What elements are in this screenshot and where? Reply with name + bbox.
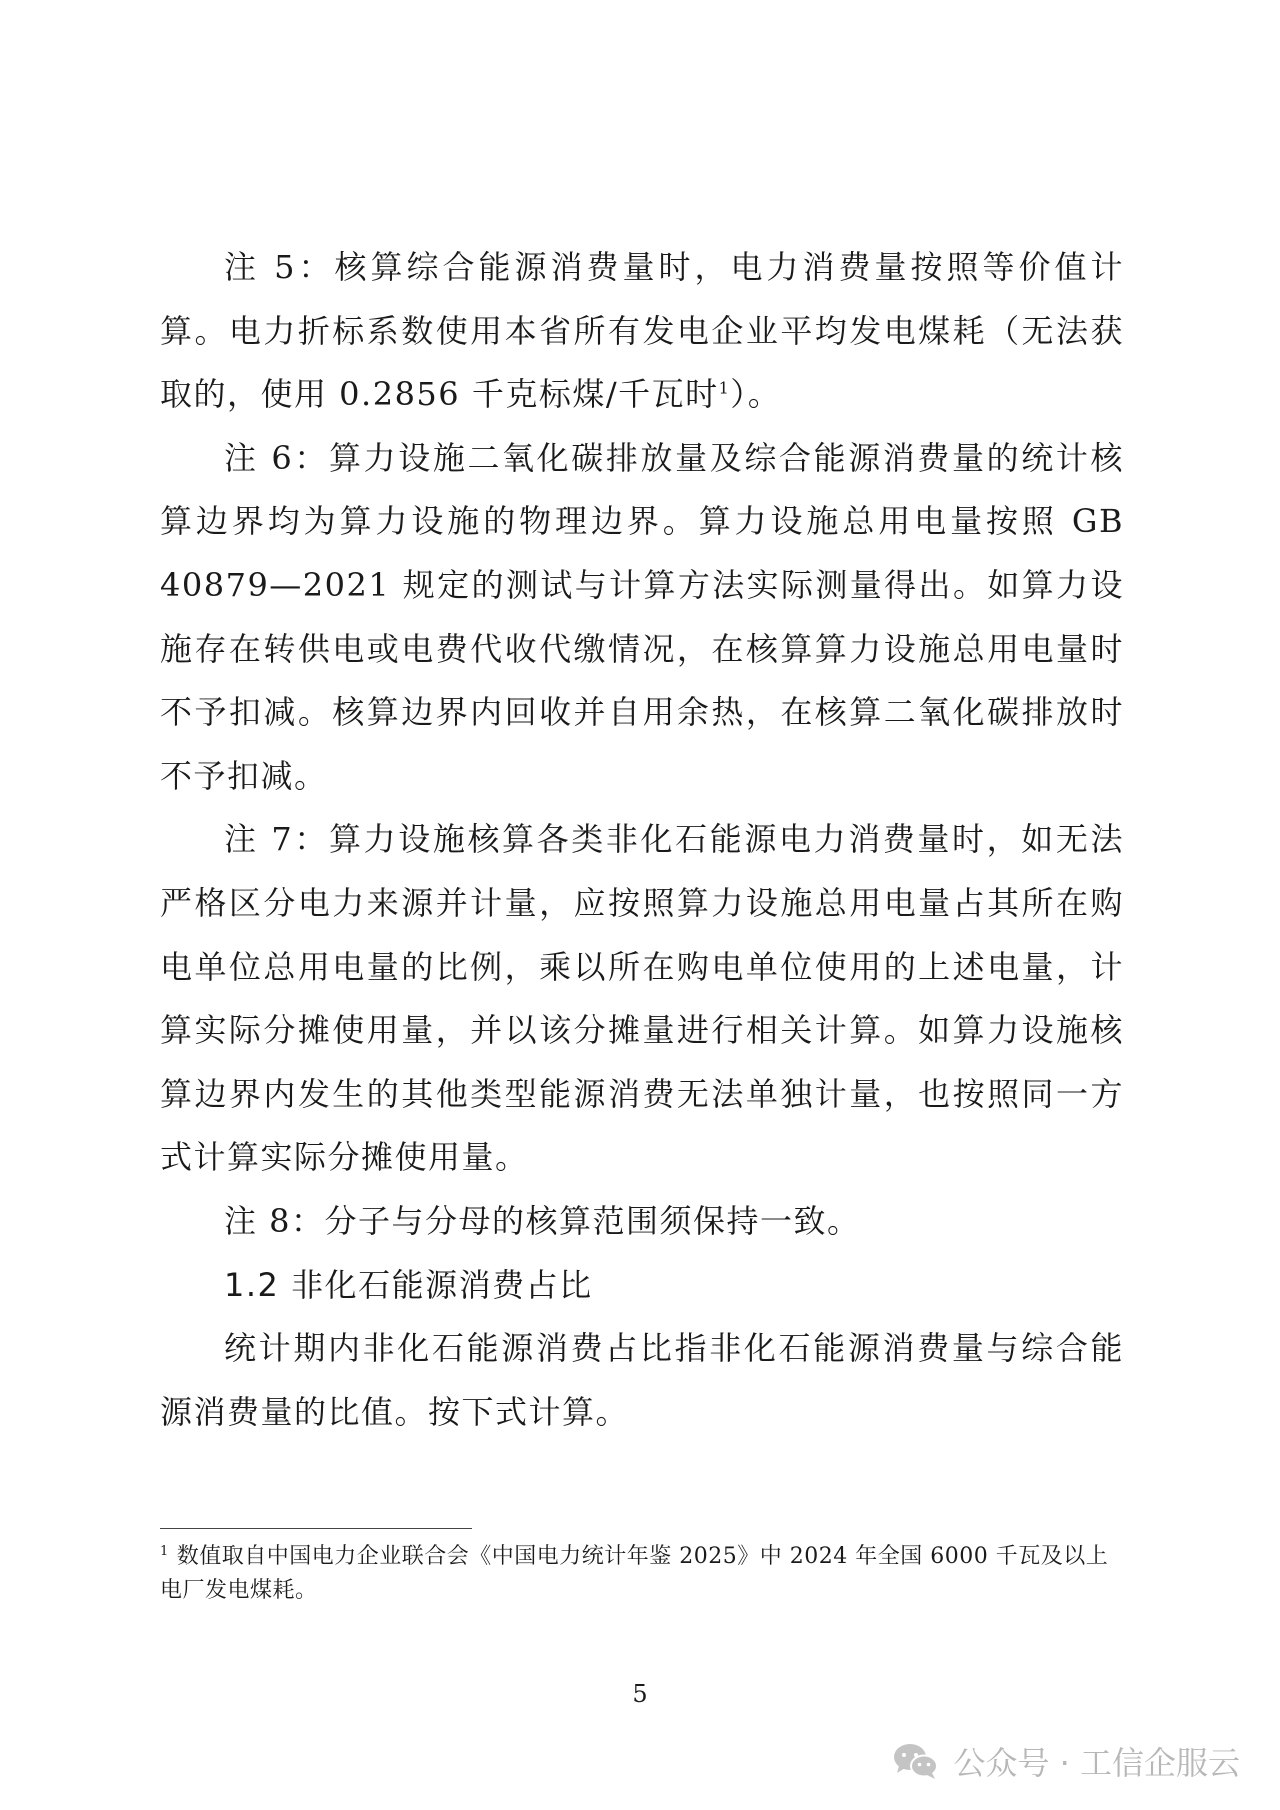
section-body-paragraph: 统计期内非化石能源消费占比指非化石能源消费量与综合能源消费量的比值。按下式计算。 <box>160 1329 1124 1431</box>
note-5-paragraph <box>160 236 1124 427</box>
watermark <box>891 1738 1240 1784</box>
footnote-reference[interactable]: 1 <box>718 378 731 398</box>
note-6-paragraph: 注 6：算力设施二氧化碳排放量及综合能源消费量的统计核算边界均为算力设施的物理边界。算力设施总用电量按照 GB 40879—2021 规定的测试与计算方法实际测量得出。如算力设施存在转供电或电费代收代缴情况，在核算算力设施总用电量时不予扣减。核算边界内回收并自用余热，在核算二氧化碳排放时不予扣减。 <box>160 438 1124 795</box>
footnote-divider <box>160 1528 472 1529</box>
wechat-icon <box>891 1741 941 1781</box>
footnote <box>160 1540 1124 1608</box>
section-heading: 1.2 非化石能源消费占比 <box>224 1265 593 1304</box>
note-8-paragraph: 注 8：分子与分母的核算范围须保持一致。 <box>224 1201 861 1240</box>
body-text <box>160 236 1124 1444</box>
note-5-text: 注 5：核算综合能源消费量时，电力消费量按照等价值计算。电力折标系数使用本省所有发电企业平均发电煤耗（无法获取的，使用 0.2856 千克标煤/千瓦时 <box>160 248 1124 414</box>
footnote-mark: 1 <box>160 1543 169 1559</box>
note-7-paragraph: 注 7：算力设施核算各类非化石能源电力消费量时，如无法严格区分电力来源并计量，应按照算力设施总用电量占其所在购电单位总用电量的比例，乘以所在购电单位使用的上述电量，计算实际分摊使用量，并以该分摊量进行相关计算。如算力设施核算边界内发生的其他类型能源消费无法单独计量，也按照同一方式计算实际分摊使用量。 <box>160 820 1124 1177</box>
footnote-text: 数值取自中国电力企业联合会《中国电力统计年鉴 2025》中 2024 年全国 6000 千瓦及以上电厂发电煤耗。 <box>160 1544 1109 1603</box>
page-number: 5 <box>632 1680 648 1708</box>
watermark-text: 公众号 · 工信企服云 <box>953 1744 1240 1782</box>
note-5-tail: ）。 <box>730 375 782 414</box>
